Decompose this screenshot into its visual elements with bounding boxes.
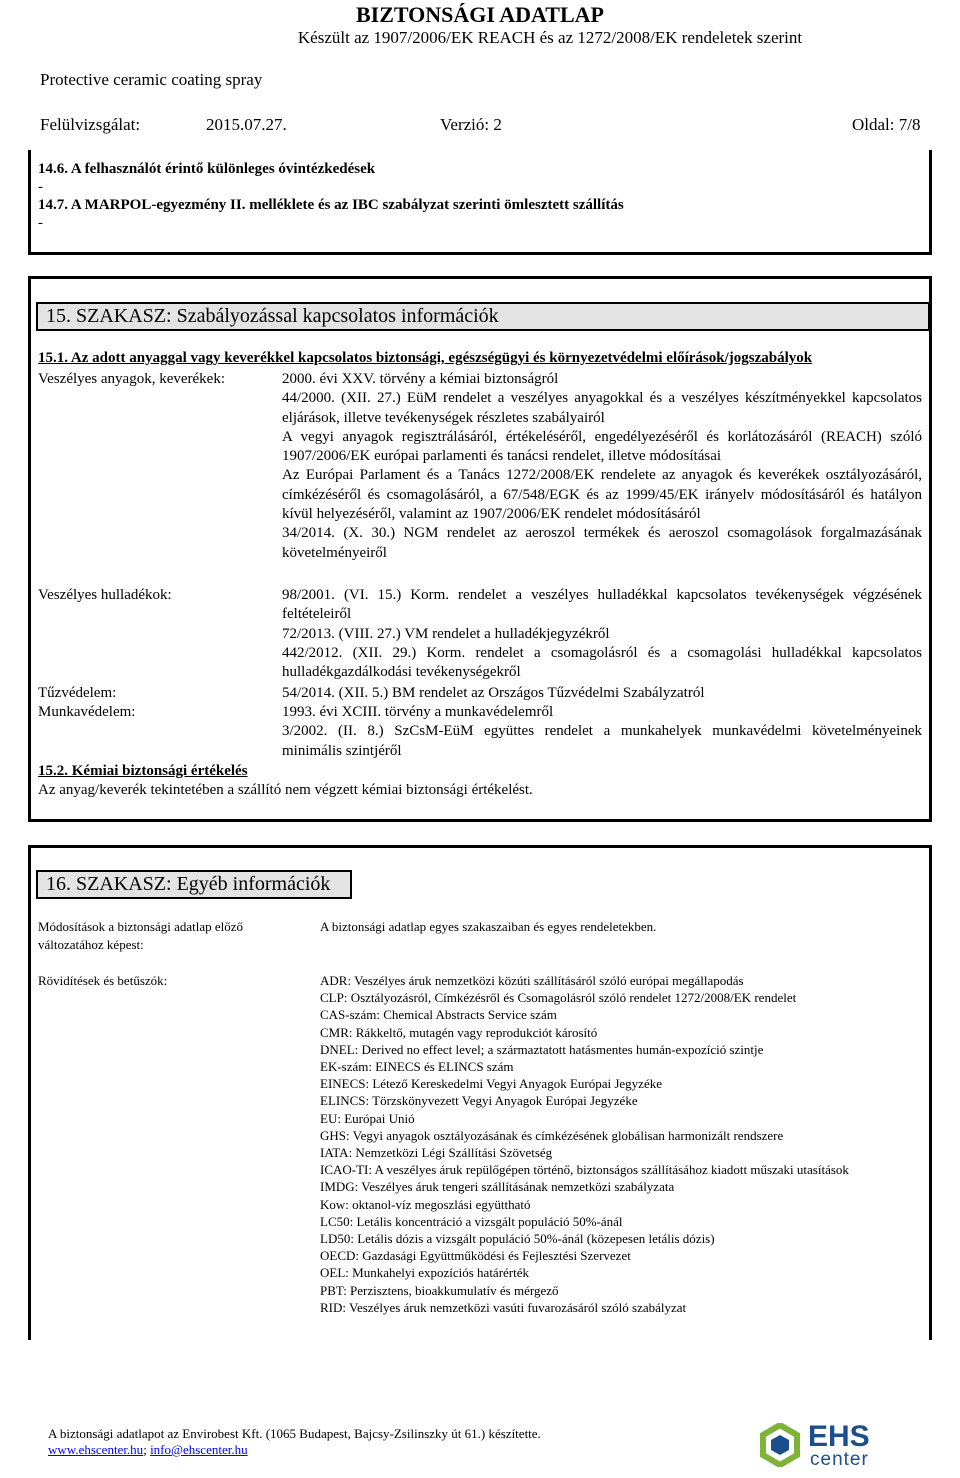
footer-separator: ; [143, 1442, 151, 1457]
footer-email-link[interactable]: info@ehscenter.hu [150, 1442, 248, 1457]
abbreviation-item: PBT: Perzisztens, bioakkumulatív és mérgező [320, 1282, 559, 1298]
abbreviation-item: LC50: Letális koncentráció a vizsgált populáció 50%-ánál [320, 1213, 623, 1229]
abbreviation-item: Kow: oktanol-víz megoszlási együttható [320, 1196, 531, 1212]
logo-text-ehs: EHS [808, 1420, 870, 1453]
document-title: BIZTONSÁGI ADATLAP [356, 2, 604, 27]
hazardous-item: A vegyi anyagok regisztrálásáról, értékeléséről, engedélyezéséről és korlátozásáról (REACH) szóló 1907/2006/EK európai parlamenti és tanácsi rendelet, illetve módosításai [282, 428, 922, 465]
abbreviation-item: CMR: Rákkeltő, mutagén vagy reprodukciót károsító [320, 1024, 598, 1040]
hazardous-label: Veszélyes anyagok, keverékek: [38, 371, 226, 387]
abbr-label: Rövidítések és betűszók: [38, 973, 168, 988]
logo-text-center: center [810, 1449, 869, 1470]
abbreviation-item: DNEL: Derived no effect level; a származtatott hatásmentes humán-expozíció szintje [320, 1041, 764, 1057]
work-list [282, 703, 922, 761]
abbreviation-item: ADR: Veszélyes áruk nemzetközi közúti szállításáról szóló európai megállapodás [320, 973, 744, 988]
ehs-logo-icon [760, 1423, 800, 1467]
product-name: Protective ceramic coating spray [40, 70, 263, 89]
abbreviation-list [320, 972, 922, 1316]
section-15-heading: 15. SZAKASZ: Szabályozással kapcsolatos információk [36, 302, 930, 331]
hazardous-item: 44/2000. (XII. 27.) EüM rendelet a veszélyes anyagokkal és a veszélyes készítményekkel kapcsolatos eljárások, illetve tevékenységek részletes szabályairól [282, 390, 922, 426]
abbreviation-item: RID: Veszélyes áruk nemzetközi vasúti fuvarozásáról szóló szabályzat [320, 1299, 687, 1315]
section-16-heading: 16. SZAKASZ: Egyéb információk [36, 870, 352, 899]
abbreviation-item: IMDG: Veszélyes áruk tengeri szállításának nemzetközi szabályzata [320, 1179, 675, 1195]
section-15-2-title: 15.2. Kémiai biztonsági értékelés [38, 763, 248, 779]
abbreviation-item: CAS-szám: Chemical Abstracts Service szám [320, 1007, 557, 1023]
fire-value: 54/2014. (XII. 5.) BM rendelet az Országos Tűzvédelmi Szabályzatról [282, 685, 705, 701]
section-14-7-title: 14.7. A MARPOL-egyezmény II. melléklete és az IBC szabályzat szerinti ömlesztett szállítás [38, 197, 624, 213]
waste-item: 72/2013. (VIII. 27.) VM rendelet a hulladékjegyzékről [282, 625, 610, 642]
waste-list [282, 586, 922, 682]
abbreviation-item: ELINCS: Törzskönyvezett Vegyi Anyagok Európai Jegyzéke [320, 1093, 638, 1109]
document-subtitle: Készült az 1907/2006/EK REACH és az 1272/2008/EK rendeletek szerint [297, 28, 803, 47]
fire-label: Tűzvédelem: [38, 685, 117, 701]
work-label: Munkavédelem: [38, 704, 136, 720]
abbreviation-item: ICAO-TI: A veszélyes áruk repülőgépen történő, biztonságos szállításához kiadott műszaki utasítások [320, 1162, 849, 1178]
version: Verzió: 2 [440, 115, 502, 134]
abbreviation-item: OEL: Munkahelyi expozíciós határérték [320, 1265, 530, 1281]
abbreviation-item: LD50: Letális dózis a vizsgált populáció 50%-ánál (közepesen letális dózis) [320, 1231, 715, 1247]
changes-label: Módosítások a biztonsági adatlap előző változatához képest: [38, 919, 244, 952]
footer-website-link[interactable]: www.ehscenter.hu [48, 1442, 144, 1457]
waste-item: 442/2012. (XII. 29.) Korm. rendelet a csomagolásról és a csomagolási hulladékkal kapcsolatos hulladékgazdálkodási tevékenységekről [282, 644, 922, 681]
section-14-7-value: - [38, 215, 43, 231]
abbreviation-item: GHS: Vegyi anyagok osztályozásának és címkézésének globálisan harmonizált rendszere [320, 1127, 784, 1143]
abbreviation-item: IATA: Nemzetközi Légi Szállítási Szövetség [320, 1145, 553, 1161]
page-number: Oldal: 7/8 [852, 115, 921, 134]
abbreviation-item: OECD: Gazdasági Együttműködési és Fejlesztési Szervezet [320, 1248, 631, 1264]
waste-item: 98/2001. (VI. 15.) Korm. rendelet a veszélyes hulladékkal kapcsolatos tevékenységek végzésének feltételeiről [282, 587, 922, 623]
section-14-6-value: - [38, 179, 43, 195]
revision-label: Felülvizsgálat: [40, 115, 141, 134]
abbreviation-item: CLP: Osztályozásról, Címkézésről és Csomagolásról szóló rendelet 1272/2008/EK rendelet [320, 990, 797, 1006]
section-15-2-text: Az anyag/keverék tekintetében a szállító nem végzett kémiai biztonsági értékelést. [38, 782, 533, 798]
abbreviation-item: EU: Európai Unió [320, 1110, 415, 1126]
section-15-1-title: 15.1. Az adott anyaggal vagy keverékkel kapcsolatos biztonsági, egészségügyi és környezetvédelmi előírások/jogszabályok [38, 350, 813, 366]
work-item: 1993. évi XCIII. törvény a munkavédelemről [282, 704, 554, 720]
hazardous-list [282, 370, 922, 563]
revision-date: 2015.07.27. [206, 115, 287, 134]
section-14-6-title: 14.6. A felhasználót érintő különleges óvintézkedések [38, 161, 376, 177]
hazardous-item: Az Európai Parlament és a Tanács 1272/2008/EK rendelete az anyagok és keverékek osztályozásáról, címkézéséről és csomagolásáról, a 67/548/EGK és az 1999/45/EK irányelv módosításáról és hatályon kívül helyezéséről, valamint az 1907/2006/EK rendelet módosításáról [282, 467, 922, 523]
hazardous-item: 34/2014. (X. 30.) NGM rendelet az aeroszol termékek és aeroszol csomagolások forgalmazásának követelményeiről [282, 525, 922, 561]
work-item: 3/2002. (II. 8.) SzCsM-EüM együttes rendelet a munkahelyek munkavédelmi követelményeinek minimális szintjéről [282, 723, 922, 759]
abbreviation-item: EK-szám: EINECS és ELINCS szám [320, 1059, 514, 1075]
waste-label: Veszélyes hulladékok: [38, 587, 172, 603]
footer-credit: A biztonsági adatlapot az Envirobest Kft. (1065 Budapest, Bajcsy-Zsilinszky út 61.) készítette. [48, 1426, 541, 1441]
hazardous-item: 2000. évi XXV. törvény a kémiai biztonságról [282, 371, 559, 387]
changes-value: A biztonsági adatlap egyes szakaszaiban és egyes rendeletekben. [320, 919, 657, 934]
abbreviation-item: EINECS: Létező Kereskedelmi Vegyi Anyagok Európai Jegyzéke [320, 1076, 662, 1092]
footer-links [48, 1442, 248, 1458]
